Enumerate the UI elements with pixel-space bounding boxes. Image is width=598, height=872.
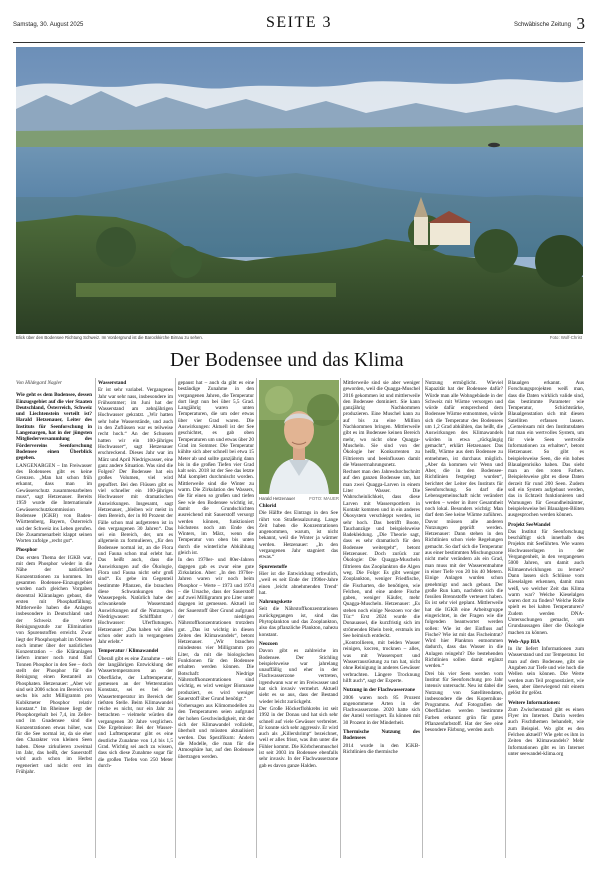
paragraph: Davon gibt es zahlreiche im Bodensee. Der Stichling beispielsweise war jahrelang unauffällig und eher in der Flachwasserzone vertreten, irgendwann war er im Freiwasser und hat sich invasiv vermehrt. Aktuell sieht es so aus, dass der Bestand wieder leicht zurückgeht. <box>259 648 338 705</box>
paragraph: „Kontrollieren, mit beiden Wasser reinigen, kocren, trocknen – alles, was mit Wassersport und Wasserrausrüstung zu tun hat, nicht ohne Reinigung in anderes Gewässer verbrachten. Längere Trocknung hilft auch“, sagt der Experte. <box>343 640 420 684</box>
subheading: Neozoen <box>259 640 278 647</box>
paragraph: gepaust hat – auch da gibt es eine beständige Zunahme in den vergangenen Jahren, die Temperatur dort liegt nun bei über 5,5 Grad. Langjährig waren unten Temperaturen, die um oder etwas über vier Grad waren. Die Auswirkungen: Aktuell ist der See geschichtet, es gab oben Temperaturen um und etwas über 20 Grad im Sommer. Die Temperatur kühlte sich aber schnell bei etwa 15 Meter ab und sollte ganzjährig dann bis in die großen Tiefen vier Grad kalt sein. 2018 ist der See das letzte Mal komplett durchmischt worden. Mittlerweile sind die Winter zu warm. Die Zirkulation des Wassers, die für einen so großen und tiefen See wie den Bodensee wichtig ist, damit die Grundschichten ausreichend mit Sauerstoff versorgt werden können, funktioniert höchstens noch am Ende des Winters, im März, wenn die Temperatur von oben bis unten durch die winterliche Abkühlung gleich ist. <box>178 380 254 557</box>
subheading: Weitere Informationen: <box>508 699 561 706</box>
paragraph: Der Große Höckerflohkrebs ist seit 1992 in der Donau und hat sich sehr schnell auf viele Gewässer verbreitet. Er konnte sich sehr aggressiv. Er wird auch als „Killershrimp“ bezeichnet, weil er alles frisst, was ihm unter die Fühler kommt. Die Körbchenmuschel ist seit 2003 im Bodensee ebenfalls sehr invasiv. In der Flachwasserzone gab es davon ganze Halden. <box>259 705 338 769</box>
portrait-photo <box>259 380 339 494</box>
article-column-2 <box>98 380 173 860</box>
subheading: Spurenstoffe <box>259 563 288 570</box>
subheading: Nahrungskette <box>259 599 292 606</box>
photo-credit: Foto: Wolf-Christ <box>549 335 582 340</box>
paragraph: In den 1970er- und 80er-Jahren dagegen gab es zwar eine gute Zirkulation. Aber: „In den 1970er-Jahren waren wir noch beim Phosphor – Werte – 1973 und 1974 – die Ursache, dass der Sauerstoff auf zwei Milligramm pro Liter unter dagegen ist gemessen. Aktuell ist der Sauerstoff über Grund aufgrund der niedrigen Nährstoffkonzentrationen trotzdem gut. „Das ist wichtig in diesen Zeiten des Klimawandels“, betont Hetzenauer. „Wir brauchen mindestens vier Milligramm pro Liter, da mit die biologischen Funktionen für den Bodensee erhalten werden können. Die Botschaft: Niedrige Nährstoffkonzentrationen sind wichtig, es wird weniger Biomasse produziert, es wird weniger Sauerstoff über Grund benötigt.“ <box>178 557 254 702</box>
page-label: SEITE 3 <box>265 14 333 31</box>
paragraph: Überall gibt es eine Zunahme – seit der langjährigen Entwicklung der Wassertemperaturen an der Oberfläche, der Lufttemperatur, gemessen an der Wetterstation Konstanz, sei es bei der Wassertemperatur im Bereich der tiefsten Stelle. Beim Klimawandel reiche es nicht, nur ein Jahr zu betrachten – vielmehr würden die vergangenen 30 Jahre verglichen. Die Ergebnisse: Bei der Wasser- und Lufttemperatur gibt es eine deutliche Zunahme von 1,4 bis 1,5 Grad. Wichtig sei auch zu wissen, dass sich diese Zunahme sogar für die großen Tiefen von 250 Meter durch- <box>98 655 173 769</box>
paragraph: 2014 wurde in den IGKB-Richtlinien die thermische <box>343 742 420 755</box>
article-lead: Wie geht es dem Bodensee, dessen Einzugsgebiet auf die vier Staaten Deutschland, Österreich, Schweiz und Liechtenstein verteilt ist? Harald Hetzenauer, Leiter des Instituts für Seenforschung in Langenargen, hat in der jüngsten Mitgliederversammlung des Fördervereins Seenforschung Bodensee einen Überblick gegeben. <box>16 392 92 462</box>
lake-photo <box>16 47 583 334</box>
paragraph: Das ersten Thema der IGKB war, mit dem Phosphor wieder in die Nähe der natürlichen Konzentrationen zu kommen. Im gesamten Bodensee-Einzugsgebiet wurden nach gleichen Vorgaben dezentral Kläranlagen gebaut, die ersten mit Phosphatfällung. Mittlerweile haben die Anlagen insbesondere in Deutschland und der Schweiz die vierte Reinigungsstufe zur Elimination von Spurenstoffen erreicht. Zwar liegt der Phosphorgehalt im Obersee noch immer über der natürlichen Konzentration – die Kläranlagen liefern immer noch rund fünf Tonnen Phosphor in den See – doch stellt der Phosphor für die Reinigung einen Restanteil an Phosphaten. Hetzenauer: „Aber wir sind seit 2006 schon im Bereich von sechs bis acht Milligramm pro Kubikmeter Phosphor relativ konstant.“ Im Rheinsee liegt der Phosphorgehalt bei 7,4, im Zeller- und im Gnadensee sind die Konzentrationen etwas höher, was für die See normal ist, da sie eher den Charakter von kleinen Seen haben. Diese zirkulieren zweimal im Jahr, das heißt, der Sauerstoff wird auch schon im Herbst regeneriert und nicht erst im Frühjahr. <box>16 554 92 775</box>
article-headline: Der Bodensee und das Klima <box>170 350 404 371</box>
subheading: Web-App BIA <box>508 638 540 645</box>
page-number: 3 <box>576 14 585 33</box>
column-divider <box>505 378 506 858</box>
subheading: Phosphor <box>16 547 38 554</box>
paragraph: In ihr liefert Informationen zum Wasserstand und zur Temperatur. Ist man auf dem Bodensee, gibt sie Angaben zur Tiefe und wie hoch die Wellen sein können. Die Werte werden zum Teil prognostiziert, wie Seen, aber überwiegend mit einem gelöst ihr gelöst. <box>508 646 584 697</box>
header-rule <box>13 42 585 43</box>
page-header <box>13 14 585 38</box>
paragraph: Hier ist die Entwicklung erfreulich, „weil es seit Ende der 1990er-Jahre einen ‚leicht abnehmenden Trend‘ hat. <box>259 570 338 596</box>
column-divider <box>95 378 96 858</box>
paragraph: Seit die Nährstoffkonzentrationen zurückgegangen ist, sind das Phytoplankton und das Zooplankton, also das pflanzliche Plankton, nahezu konstant. <box>259 606 338 638</box>
paragraph: Die Hälfte des Eintrags in den See rührt von Straßensalzurung. Lange Zeit haben die Konzentrationen angenommen, warum, ist nicht bekannt, weil die Winter ja wärmer werden. Hetzenauer: „In den vergangenen Jahr stagniert das etwas.“ <box>259 510 338 561</box>
portrait-credit: FOTO: MAUER <box>309 496 339 501</box>
column-divider <box>340 378 341 858</box>
photo-caption: Blick über den Bodensee Richtung Schweiz. Im Vordergrund ist die Barockkirche Birnau zu sehen. <box>16 335 204 340</box>
paragraph: Drei bis vier Seen werden vom Institut für Seenforschung pro Jahr intensiv untersucht. Neu ist dabei die Nutzung von Satellitendaten, insbesondere die des Kopernikus-Programms. Auf Fotografien der Oberflächen werden bestimmte Farben erkannt: grün für gutes Pflanzenfarbstoff. Hat der See eine besondere Färbung, werden auch <box>425 670 503 734</box>
author-byline: Von Hildegard Nagler <box>16 380 62 386</box>
column-divider <box>256 378 257 858</box>
column-divider <box>175 378 176 858</box>
paragraph: LANGENARGEN – Im Freiwasser des Bodensees gibt es keine Grenzen. „Man hat schon früh erkannt, dass man im Gewässerschutz zusammenarbeiten muss“, sagt Hetzenauer. Bereits 1959 wurde die Internationale Gewässerschutzkommission Bodensee (IGKB) von Baden-Württemberg, Bayern, Österreich und der Schweiz ins Leben gerufen. Die Zusammenarbeit klappt seinen Worten zufolge „recht gut“. <box>16 462 92 545</box>
paragraph: Rechnet man den Jahresdurchschnitt auf den ganzen Bodensee um, hat man zwei Quagga-Larven in einem Liter Wasser. Die Wahrscheinlichkeit, dass diese Larven mit Wassersportlern in Kontakt kommen und in ein anderes Ökosystem verschleppt werden, ist sehr hoch. Das betrifft Boote, Tauchanzüge und beispielsweise Badekleidung. „Die Theorie sagt, dass es sehr dramatisch für den Bodensee weitergeht“, betont Hetzenauer. Doch zurück zur Ökologie: Die Quagga-Muscheln filtrieren das Zooplankton die Algen weg. Die Folge: Es gibt weniger Zooplankton, weniger Friedfische, die Fischarten, die benötigen, wie Felchen, und eine andere Fische gaben, weniger Käufer, mehr Quagga-Muscheln. Hetzenauer: „Es stehen noch einige Neozoen vor der Tür.“ Erst 2024 wurde die Donauassel, die kurzfristig sich im strömenden Rhein breit, erstmals im See heimisch entdeckt. <box>343 469 420 639</box>
paragraph: Vorhersagen aus Klimomodellen zu den Temperaturen seien aufgrund der hohen Geschwindigkeit, mit der sich der Klimawandel vollzieht, überholt und müssten aktualisiert werden. Das Spezifikum: Ändern die Modelle, die man für die Atmosphäre hat, auf den Bodensee übertragen werden. <box>178 703 254 760</box>
column-divider <box>422 378 423 858</box>
subheading: Projekt SeeWandel <box>508 521 551 528</box>
subheading: Chlorid <box>259 503 277 509</box>
article-column-3 <box>178 380 254 860</box>
paragraph: Nutzung ermöglicht. Wieviel Kapazität hat der Bodensee dafür? Würde man alle Wohngebäude in der Schweiz mit Wärme versorgen und würde dafür entsprechend dem Bodensee Wärme entnommen, würde sich die Temperatur des Bodensees um 1,2 Grad abkühlen, das heißt, die Auswirkungen des Klimawandels würden in etwa „rückgängig gemacht“, erklärt Hetzenauer. Das heißt, Wärme aus dem Bodensee zu entnehmen, ist durchaus möglich. „Aber da kommen wir Wenn und Aber, die in den Bodensee-Richtlinien festgelegt wurden“, berichtet der Leiter des Instituts für Seenforschung. So darf die Lebensgemeinschaft nicht verändert werden – weder in ihrer Gesamtheit noch lokal. Besonders wichtig: Man darf dem See keine Wärme zuführen. Davor müssen alle anderen Nutzungen geprüft werden. Hetzenauer: Dann stehen in den Richtlinien schon viele Regelungen gemacht. So darf sich die Temperatur aus einer bestimmten Mischungszone nicht mehr verändern als ein Grad, man muss mit der Wasserentnahme in einer Tiefe von 20 bis 40 Metern. Einige Anlagen wurden schon genehmigt und auch gebaut. Der große Run kam, nachdem sich die fossilen Brennstoffe verteuert haben. Es ist sehr viel geplant. Mittlerweile hat die IGKB eine Arbeitsgruppe eingerichtet, in der Fragen wie die folgenden beantwortet werden sollen: Wie ist der Einfluss auf Fische? Wie ist mit das Fischeintrat? Wird hier Plankton entnommen dadurch, dass das Wasser in die Anlagen reingeht? Die bestehenden Richtlinien sollen damit ergänzt werden.“ <box>425 380 503 670</box>
subheading: Thermische Nutzung des Bodensees <box>343 729 420 742</box>
paragraph: Mittlerweile sind sie aber weniger geworden, weil die Quagga-Muschel 2016 gekommen ist und mittlerweile den Bodensee dominiert. Sie kann ganzjährig Nachkommen produzieren. Eine Muschel kann zu auf bis zu eine Million Nachkommen bringen. Mittlerweile gibt es im Bodensee keinen Bereich mehr, wo nicht ohne Quagga-Muscheln. Sie sind von der Ökologie her Konkurrenten zu Filtrierern und beeinflussen damit die Wasserrnahrungsnetz. <box>343 380 420 468</box>
paragraph: Das Institut für Seenforschung beschäftigt sich innerhalb des Projekts mit Seeführten. Wie waren Hochwasserlagen in der Vergangenheit, in den vergangenen 5000 Jahren, um damit auch Klimaentwicklungen zu lernen? Dann lassen sich Schlüsse vom Kieselalgen erkennen, damit man weiß, wo welcher Zeit das Klima warm war? Welche Kieselalgen waren dort zu finden? Welche Rolle spielt es bei kalten Temperaturen? Zudem werden DNA-Untersuchungen gemacht, um Grundaussagen über die Ökologie machen zu können. <box>508 528 584 636</box>
article-column-7 <box>508 380 584 860</box>
article-column-1 <box>16 380 92 860</box>
article-column-4 <box>259 503 338 860</box>
paragraph: Blaualgen erkannt. Aus Forschungsprojekten weiß man, dass die Daten wirklich valide sind, das bestimmte Parameter wie Temperatur, Schichtstärke, Blaualgenstation sich mit diesen Satelliten erfassen lassen. „Gemeinsam mit den Institutsdaten hat man ein wertvolles System, um für viele Seen wertvolle Informationen zu erhalten“, betont Hetzenauer. So gibt es beispielsweise Seen, die ein hohes Blaualgenrisiko haben. Das sieht man an den roten Farben. Beispielsweise gibt es diese Daten derzeit für rund 200 Seen. Zudem soll ein System aufgebaut werden, das in Echtzeit funktionieren und Warnungen für Gesundheitsämter, beispielsweise bei Blaualgen-Blüten ausgesprochen werden können. <box>508 380 584 519</box>
paragraph: 2006 waren noch 85 Prozent angenommene Arten in der Flachwasserzone. 2020 hatte sich der Anteil verringert. Es können mit 30 Prozent in der Minderheit. <box>343 694 420 726</box>
issue-date: Samstag, 30. August 2025 <box>13 22 84 28</box>
subheading: Nutzung in der Flachwasserzone <box>343 687 416 694</box>
subheading: Wasserstand <box>98 380 127 386</box>
article-column-5 <box>343 380 420 860</box>
newspaper-name: Schwäbische Zeitung <box>513 22 571 28</box>
paragraph: Zum Zwischenstand gibt es einen Flyer im Internet. Darin werden auch Fischthemen behandelt, wie zum Beispiel. Wo gibt es den Felchen aktuell? Wie geht es ihm in Zeiten des Klimawandels? Mehr Informationen gibt es im Internet unter seewandel-klima.org <box>508 706 584 757</box>
subheading: Temperatur / Klimawandel <box>98 648 159 655</box>
portrait-name: Harald Hetzenauer <box>259 496 296 501</box>
portrait-caption <box>259 496 339 501</box>
paragraph: Er ist sehr variabel. Vergangenes Jahr war sehr nass, insbesondere im Frühsommer; im Juni hat der Wasserstand am zehnjährigen Hochwasser gekratzt. „Wir hatten sehr hohe Wasserstände, und auch in den Zuflüssen war es teilweise recht hoch.“ An der Schussen hatten wir ein 100-jähriges Hochwasser“, sagt Hetzenauer erschreckend. Dieses Jahr war im März und April Niedrigwasser, eine ganz andere Situation. Was sind die Folgen? Der Bodensee hat ein großes Volumen, viel wird gepuffert. Bei den Flüssen gibt es viel schneller ein 100-jähriges Hochwasser mit dramatischen Auswirkungen. Insgesamt, sagt Hetzenauer, „bleiben wir meist in dem Bereich, der in 80 Prozent der Fälle schon mal aufgetreten ist in den vergangenen 30 Jahren“. Das sei ein Bereich, der, um es allgemein zu formulieren, „für den Bodensee normal ist, an die Flora und Fauna schon mal erlebt hat. Das heißt auch, dass die Auswirkungen auf die Ökologie, Flora und Fauna nicht sehr groß sind“. Es gebe im Gegenteil bestimmte Pflanzen, die brauchen diese Schwankungen des Wasserpegels. Natürlich habe der schwankende Wasserstand Auswirkungen auf die Nutzungen. Niedrigwasser: Schifffahrt / Hochwasser: Uferflutungen. Hetzenauer: „Das haben wir alles schon oder auch in vergangenen Jahr erlebt.“ <box>98 387 173 646</box>
article-column-6 <box>425 380 503 860</box>
